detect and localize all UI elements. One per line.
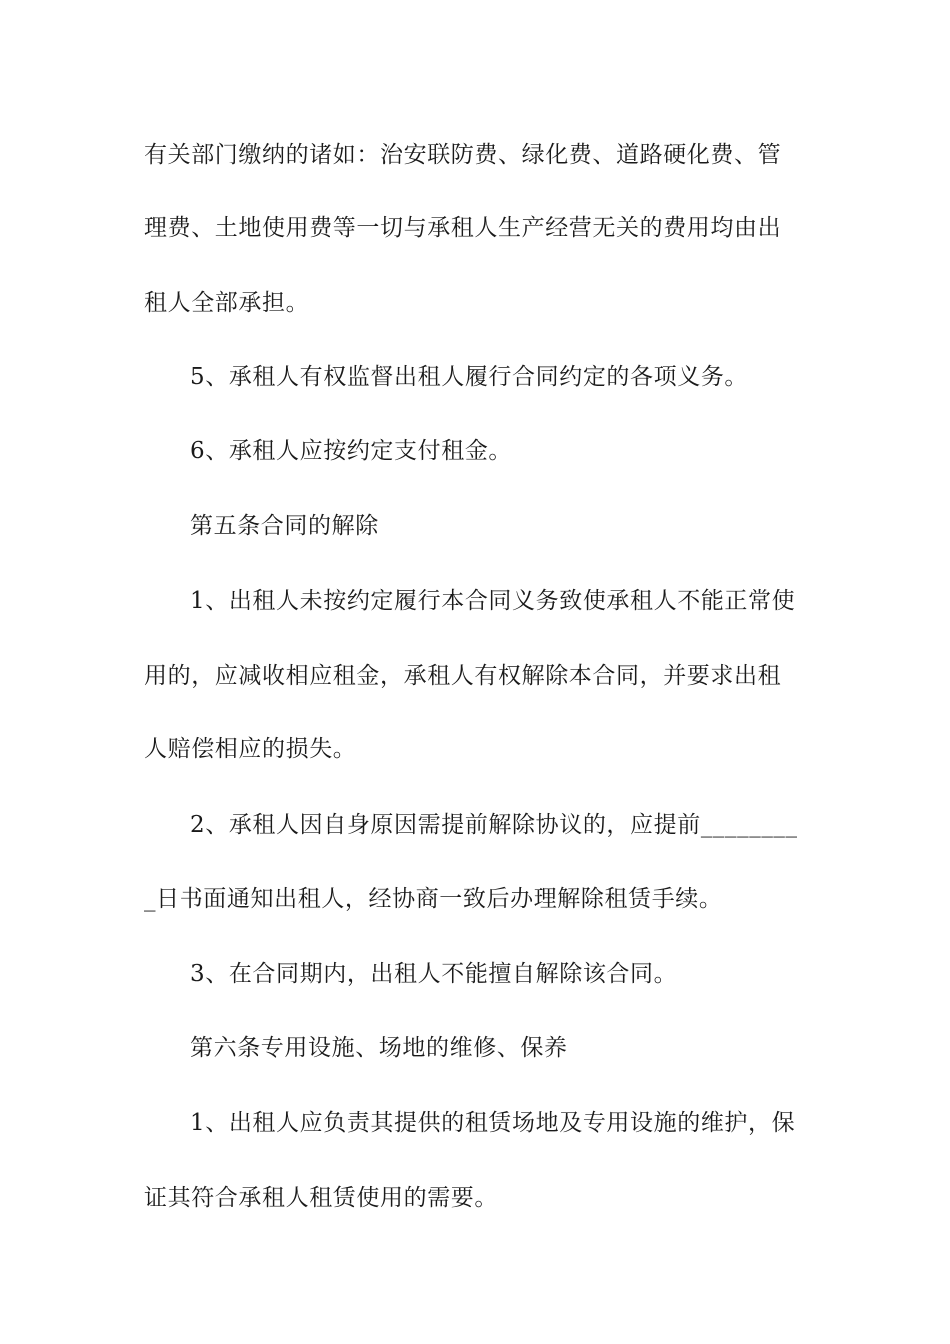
paragraph-line: 租人全部承担。	[144, 290, 310, 316]
section-heading: 第五条合同的解除	[190, 513, 379, 539]
clause-item: 1、出租人应负责其提供的租赁场地及专用设施的维护，保	[190, 1110, 796, 1136]
paragraph-line: 用的，应减收相应租金，承租人有权解除本合同，并要求出租	[144, 663, 782, 689]
paragraph-line: 理费、土地使用费等一切与承租人生产经营无关的费用均由出	[144, 215, 782, 241]
section-heading: 第六条专用设施、场地的维修、保养	[190, 1035, 568, 1061]
paragraph-line: 证其符合承租人租赁使用的需要。	[144, 1185, 498, 1211]
clause-item: 1、出租人未按约定履行本合同义务致使承租人不能正常使	[190, 588, 796, 614]
paragraph-line: _日书面通知出租人，经协商一致后办理解除租赁手续。	[144, 886, 723, 912]
clause-item: 3、在合同期内，出租人不能擅自解除该合同。	[190, 961, 678, 987]
clause-item: 2、承租人因自身原因需提前解除协议的，应提前________	[190, 812, 798, 838]
paragraph-line: 有关部门缴纳的诸如：治安联防费、绿化费、道路硬化费、管	[144, 142, 782, 168]
clause-item: 6、承租人应按约定支付租金。	[190, 438, 513, 464]
clause-item: 5、承租人有权监督出租人履行合同约定的各项义务。	[190, 364, 749, 390]
paragraph-line: 人赔偿相应的损失。	[144, 736, 357, 762]
